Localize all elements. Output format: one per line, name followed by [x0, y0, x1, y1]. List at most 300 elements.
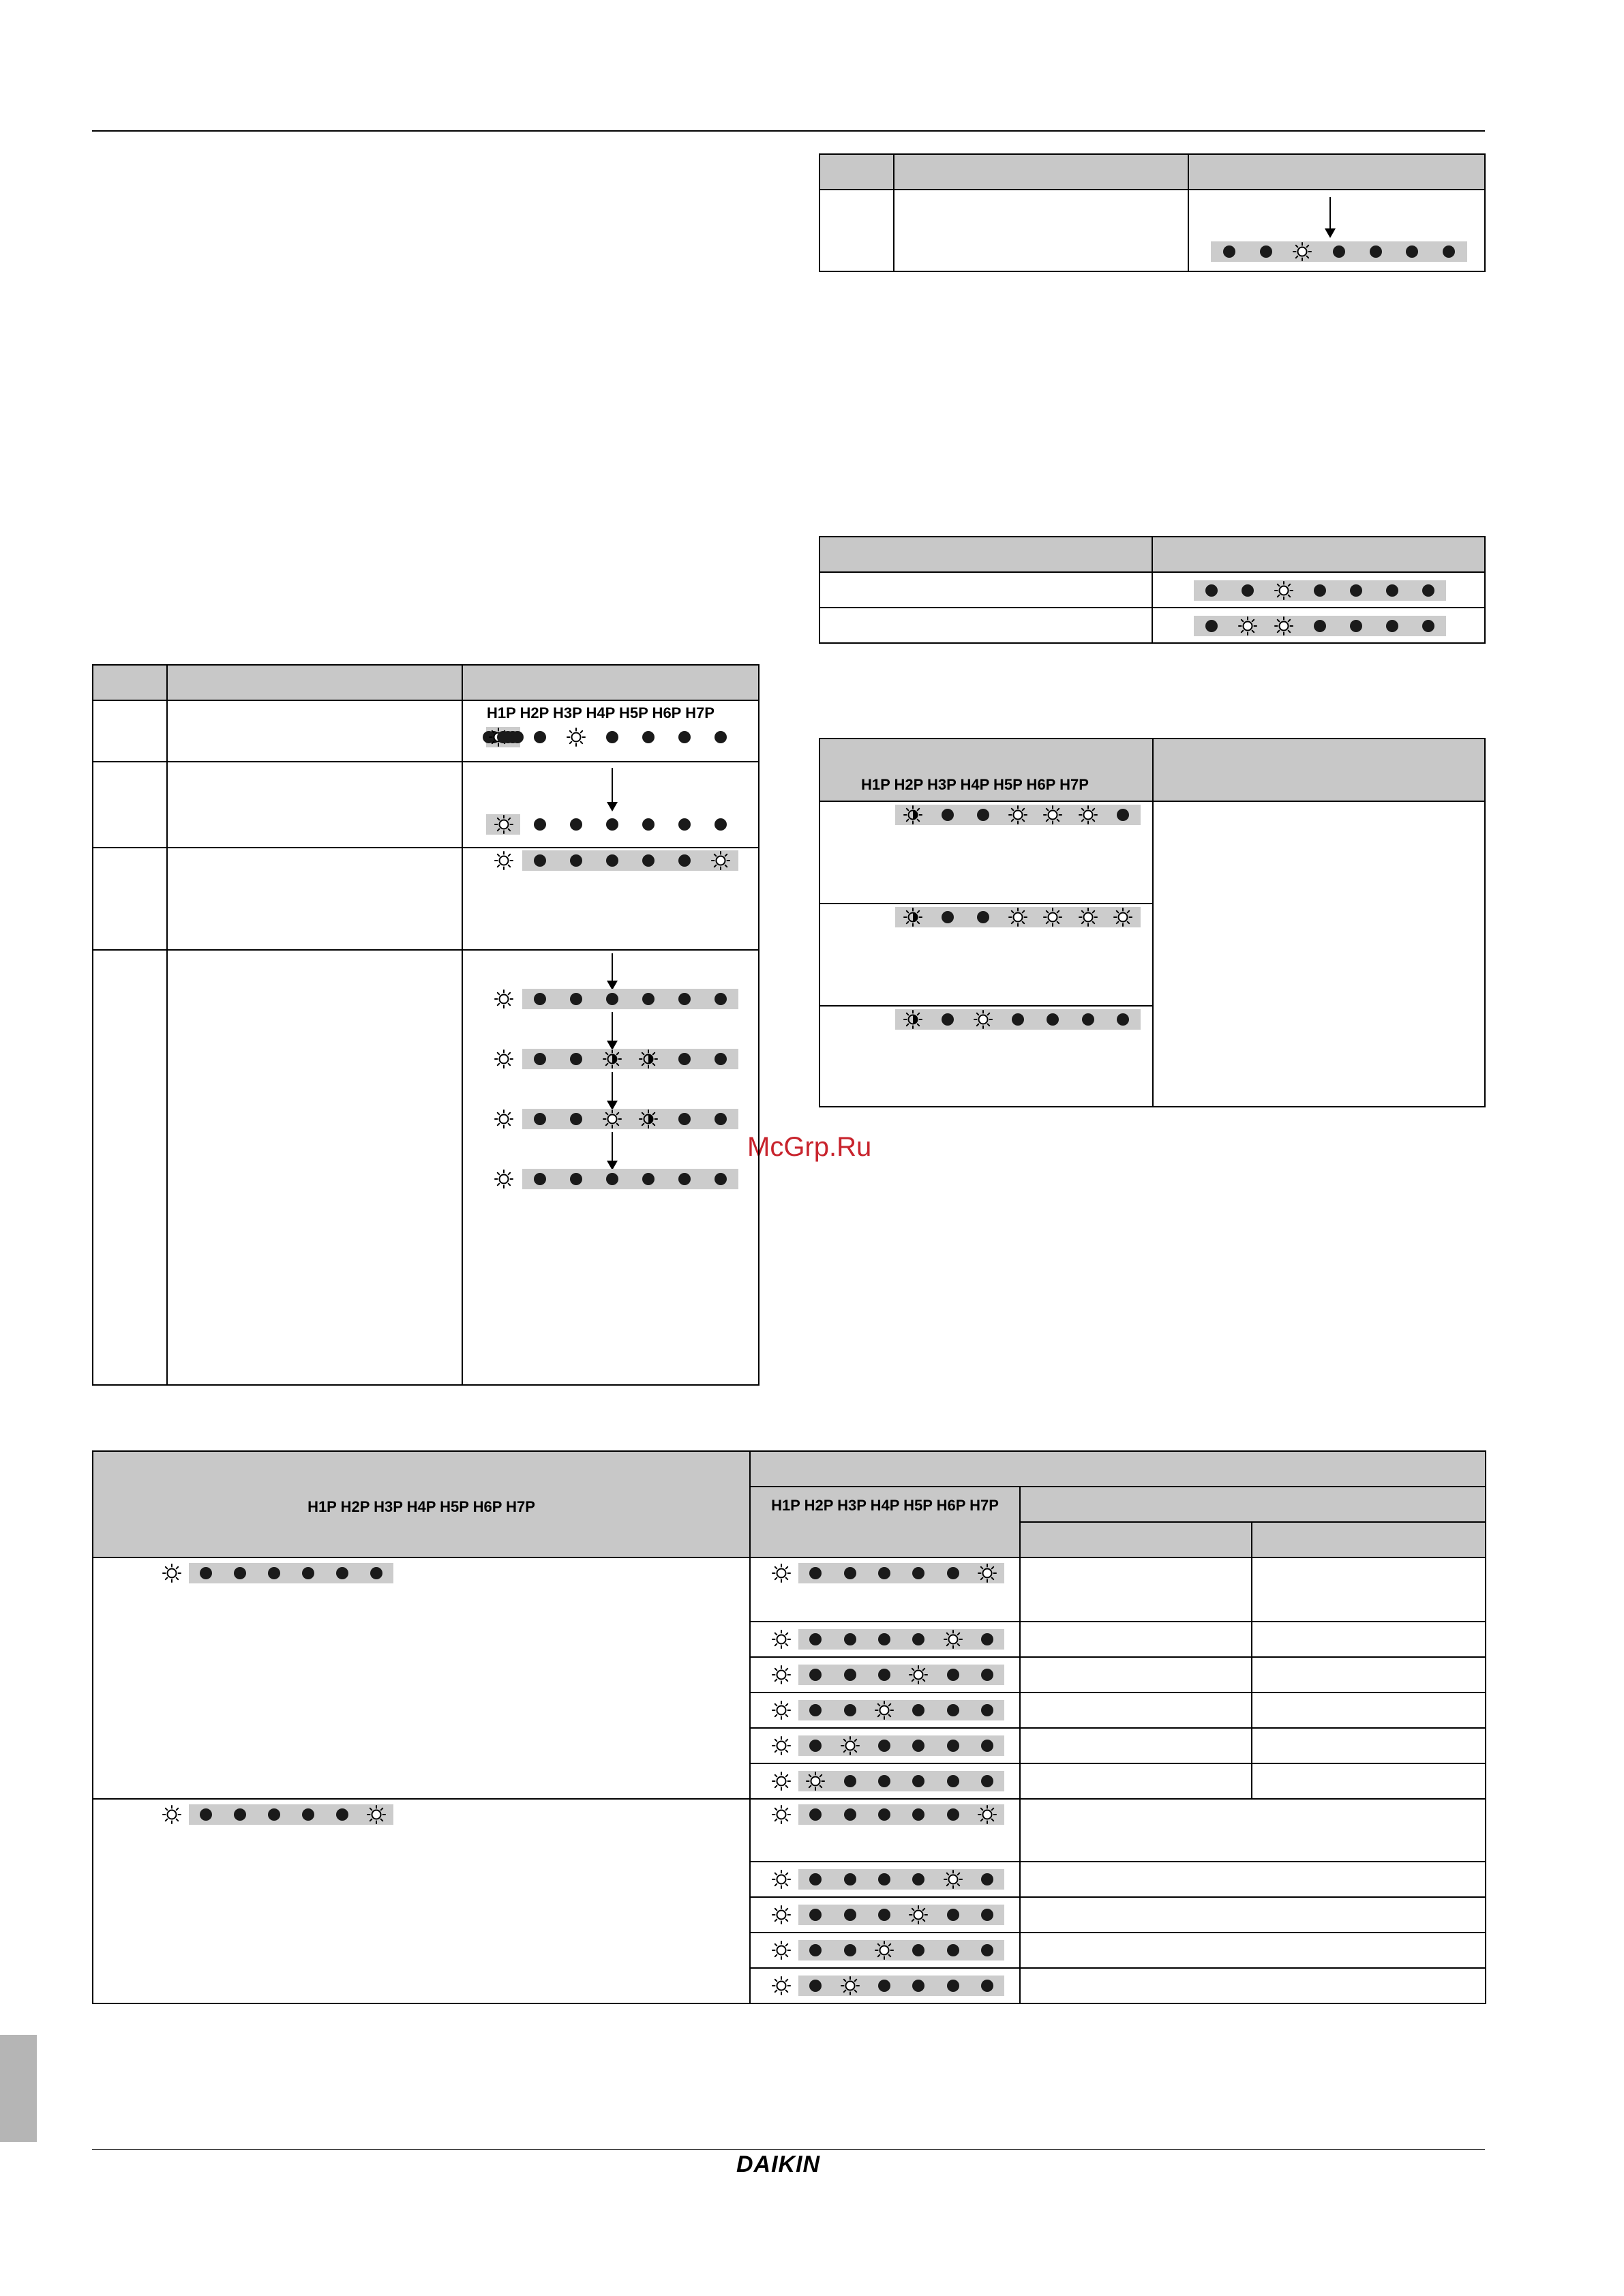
led-off-icon — [844, 1944, 856, 1956]
led-off-icon — [534, 1113, 546, 1125]
led-row — [486, 850, 738, 871]
led-off-icon — [1350, 620, 1362, 632]
led-off-icon — [809, 1873, 822, 1885]
led-off-icon — [1260, 245, 1272, 258]
led-on-icon — [494, 989, 514, 1009]
led-off-icon — [981, 1909, 993, 1921]
led-strip — [798, 1665, 1004, 1685]
table-header-cell — [750, 1487, 1020, 1557]
table-header-cell — [1020, 1487, 1486, 1522]
table-cell — [819, 608, 1152, 643]
table-cell — [1252, 1657, 1486, 1693]
led-off-icon — [844, 1808, 856, 1821]
table-cell — [1020, 1557, 1252, 1622]
led-off-icon — [1370, 245, 1382, 258]
led-off-icon — [912, 1873, 924, 1885]
led-strip — [798, 1629, 1004, 1650]
table-header-cell — [1252, 1522, 1486, 1557]
led-off-icon — [878, 1873, 890, 1885]
table-cell — [819, 190, 894, 271]
led-on-icon — [943, 1629, 963, 1650]
led-on-icon — [973, 1009, 993, 1030]
led-off-icon — [1443, 245, 1455, 258]
led-strip — [798, 1804, 1004, 1825]
led-on-icon — [771, 1940, 792, 1960]
led-row — [764, 1629, 1004, 1650]
led-off-icon — [809, 1704, 822, 1716]
led-off-icon — [1386, 584, 1398, 597]
led-off-icon — [1406, 245, 1418, 258]
led-off-icon — [1422, 620, 1434, 632]
led-strip — [798, 1940, 1004, 1960]
led-off-icon — [1350, 584, 1362, 597]
led-on-icon — [874, 1940, 894, 1960]
table-mid-right — [819, 536, 1486, 644]
led-on-icon — [1008, 907, 1028, 927]
led-off-icon — [336, 1808, 348, 1821]
led-strip — [895, 805, 1141, 825]
led-on-icon — [1008, 805, 1028, 825]
led-off-icon — [302, 1567, 314, 1579]
table-cell — [750, 1693, 1020, 1728]
top-rule — [92, 130, 1485, 132]
led-off-icon — [534, 854, 546, 867]
led-strip — [798, 1976, 1004, 1996]
led-off-icon — [534, 1053, 546, 1065]
led-off-icon — [981, 1944, 993, 1956]
arrow-down-icon — [612, 1072, 613, 1109]
led-off-icon — [912, 1775, 924, 1787]
arrow-down-icon — [1329, 197, 1331, 237]
table-cell — [750, 1933, 1020, 1968]
led-off-icon — [942, 911, 954, 923]
led-off-icon — [912, 1704, 924, 1716]
table-cell — [93, 1557, 750, 1799]
led-off-icon — [809, 1633, 822, 1645]
led-off-icon — [570, 818, 582, 831]
led-on-icon — [566, 727, 586, 747]
table-header-cell — [819, 739, 1153, 801]
led-off-icon — [912, 1633, 924, 1645]
footer-rule — [92, 2149, 1485, 2150]
led-off-icon — [570, 854, 582, 867]
led-off-icon — [878, 1775, 890, 1787]
table-cell — [819, 904, 1153, 1006]
table-cell — [819, 572, 1152, 608]
led-on-icon — [494, 814, 514, 835]
table-header-cell — [819, 537, 1152, 572]
led-strip — [1194, 580, 1446, 601]
led-off-icon — [200, 1808, 212, 1821]
led-strip — [798, 1700, 1004, 1720]
led-off-icon — [981, 1740, 993, 1752]
table-cell — [750, 1799, 1020, 1862]
table-cell — [750, 1968, 1020, 2003]
led-on-icon — [943, 1869, 963, 1890]
led-strip — [798, 1771, 1004, 1791]
table-cell — [1188, 190, 1485, 271]
led-off-icon — [715, 1053, 727, 1065]
led-off-icon — [715, 1113, 727, 1125]
led-row — [486, 1109, 738, 1129]
led-blink-icon — [903, 1009, 923, 1030]
led-on-icon — [771, 1700, 792, 1720]
table-cell — [1020, 1728, 1252, 1763]
led-off-icon — [809, 1808, 822, 1821]
table-cell — [1020, 1933, 1486, 1968]
table-cell — [819, 1006, 1153, 1107]
led-on-icon — [771, 1665, 792, 1685]
led-off-icon — [1082, 1013, 1094, 1026]
table-cell — [167, 848, 462, 950]
led-off-icon — [809, 1567, 822, 1579]
led-off-icon — [912, 1980, 924, 1992]
table-cell — [750, 1657, 1020, 1693]
led-off-icon — [947, 1704, 959, 1716]
led-off-icon — [878, 1633, 890, 1645]
led-strip — [522, 1049, 738, 1069]
led-row — [486, 727, 738, 747]
led-off-icon — [947, 1909, 959, 1921]
table-cell — [750, 1862, 1020, 1897]
brand-logo: DAIKIN — [736, 2151, 821, 2177]
table-left-procedure — [92, 664, 760, 1386]
table-cell — [93, 700, 167, 762]
led-off-icon — [606, 993, 618, 1005]
table-cell — [1152, 608, 1485, 643]
led-off-icon — [642, 731, 655, 743]
table-cell — [93, 950, 167, 1385]
table-header-cell — [167, 665, 462, 700]
led-off-icon — [570, 993, 582, 1005]
led-off-icon — [302, 1808, 314, 1821]
led-off-icon — [268, 1567, 280, 1579]
table-cell — [1020, 1763, 1252, 1799]
table-cell — [1252, 1728, 1486, 1763]
led-off-icon — [977, 911, 989, 923]
led-on-icon — [908, 1665, 929, 1685]
led-off-icon — [715, 1173, 727, 1185]
led-off-icon — [268, 1808, 280, 1821]
led-off-icon — [809, 1909, 822, 1921]
led-off-icon — [678, 1113, 691, 1125]
led-off-icon — [981, 1980, 993, 1992]
table-cell — [462, 700, 759, 762]
led-on-icon — [1078, 907, 1098, 927]
led-row — [764, 1905, 1004, 1925]
led-off-icon — [878, 1808, 890, 1821]
led-blink-icon — [602, 1049, 622, 1069]
table-cell — [1020, 1968, 1486, 2003]
led-row — [764, 1940, 1004, 1960]
led-on-icon — [494, 1169, 514, 1189]
led-strip — [798, 1869, 1004, 1890]
table-header-cell — [819, 154, 894, 190]
led-on-icon — [771, 1629, 792, 1650]
led-off-icon — [912, 1944, 924, 1956]
led-off-icon — [234, 1808, 246, 1821]
led-on-icon — [1113, 907, 1133, 927]
table-cell — [167, 950, 462, 1385]
led-off-icon — [981, 1669, 993, 1681]
led-row — [764, 1804, 1004, 1825]
led-strip — [1211, 241, 1467, 262]
led-strip — [189, 1563, 393, 1583]
table-cell — [462, 848, 759, 950]
table-cell — [1252, 1763, 1486, 1799]
led-row — [486, 1169, 738, 1189]
led-on-icon — [162, 1563, 182, 1583]
table-cell — [1252, 1622, 1486, 1657]
led-off-icon — [606, 854, 618, 867]
led-blink-icon — [638, 1049, 659, 1069]
led-off-icon — [912, 1567, 924, 1579]
led-off-icon — [981, 1873, 993, 1885]
led-row — [486, 1049, 738, 1069]
led-off-icon — [809, 1740, 822, 1752]
led-on-icon — [874, 1700, 894, 1720]
table-modes — [819, 738, 1486, 1107]
led-strip — [895, 907, 1141, 927]
led-off-icon — [534, 1173, 546, 1185]
table-cell — [1252, 1557, 1486, 1622]
led-off-icon — [642, 818, 655, 831]
led-header-label: H1P H2P H3P H4P H5P H6P H7P — [861, 776, 1089, 793]
led-row — [764, 1700, 1004, 1720]
led-on-icon — [771, 1976, 792, 1996]
led-off-icon — [678, 818, 691, 831]
led-on-icon — [771, 1869, 792, 1890]
led-off-icon — [844, 1633, 856, 1645]
table-header-cell — [894, 154, 1188, 190]
led-off-icon — [912, 1808, 924, 1821]
led-on-icon — [771, 1771, 792, 1791]
led-off-icon — [844, 1669, 856, 1681]
led-on-icon — [1274, 616, 1294, 636]
led-on-icon — [977, 1563, 997, 1583]
led-off-icon — [947, 1740, 959, 1752]
led-off-icon — [947, 1669, 959, 1681]
led-off-icon — [1205, 584, 1218, 597]
led-off-icon — [947, 1980, 959, 1992]
table-cell — [750, 1622, 1020, 1657]
led-off-icon — [878, 1567, 890, 1579]
led-off-icon — [534, 818, 546, 831]
led-off-icon — [912, 1740, 924, 1752]
led-off-icon — [981, 1704, 993, 1716]
led-off-icon — [1205, 620, 1218, 632]
led-off-icon — [715, 731, 727, 743]
table-cell — [1020, 1693, 1252, 1728]
led-off-icon — [715, 818, 727, 831]
table-cell — [1020, 1799, 1486, 1862]
led-off-icon — [1242, 584, 1254, 597]
led-off-icon — [534, 993, 546, 1005]
led-off-icon — [498, 731, 510, 743]
table-cell — [462, 950, 759, 1385]
led-on-icon — [805, 1771, 826, 1791]
led-off-icon — [947, 1808, 959, 1821]
side-tab — [0, 2035, 37, 2142]
table-cell — [1020, 1862, 1486, 1897]
led-off-icon — [234, 1567, 246, 1579]
led-off-icon — [1422, 584, 1434, 597]
arrow-down-icon — [612, 1132, 613, 1169]
led-row — [764, 1735, 1004, 1756]
led-off-icon — [534, 731, 546, 743]
led-off-icon — [1314, 620, 1326, 632]
led-on-icon — [840, 1735, 860, 1756]
led-strip — [522, 1169, 738, 1189]
led-off-icon — [570, 1053, 582, 1065]
led-off-icon — [844, 1704, 856, 1716]
table-cell — [93, 762, 167, 848]
led-blink-icon — [638, 1109, 659, 1129]
led-on-icon — [366, 1804, 387, 1825]
led-blink-icon — [903, 805, 923, 825]
led-off-icon — [1333, 245, 1345, 258]
led-off-icon — [977, 809, 989, 821]
table-cell — [1153, 801, 1485, 1107]
led-on-icon — [977, 1804, 997, 1825]
led-off-icon — [878, 1909, 890, 1921]
led-off-icon — [947, 1567, 959, 1579]
led-row — [764, 1771, 1004, 1791]
table-header-cell — [93, 1451, 750, 1557]
led-off-icon — [947, 1944, 959, 1956]
led-off-icon — [1012, 1013, 1024, 1026]
led-off-icon — [1117, 1013, 1129, 1026]
table-cell — [750, 1728, 1020, 1763]
table-cell — [167, 762, 462, 848]
led-row — [764, 1976, 1004, 1996]
led-on-icon — [1274, 580, 1294, 601]
led-header-label: H1P H2P H3P H4P H5P H6P H7P — [771, 1497, 999, 1514]
table-cell — [750, 1763, 1020, 1799]
led-header-label: H1P H2P H3P H4P H5P H6P H7P — [487, 704, 715, 721]
led-strip — [522, 850, 738, 871]
led-off-icon — [570, 1113, 582, 1125]
led-off-icon — [642, 993, 655, 1005]
led-off-icon — [678, 1053, 691, 1065]
led-off-icon — [809, 1944, 822, 1956]
led-on-icon — [771, 1905, 792, 1925]
led-row — [764, 1563, 1004, 1583]
led-off-icon — [844, 1873, 856, 1885]
led-off-icon — [1386, 620, 1398, 632]
table-cell — [167, 700, 462, 762]
table-header-cell — [1153, 739, 1485, 801]
table-header-cell — [462, 665, 759, 700]
table-cell — [1152, 572, 1485, 608]
table-cell — [93, 848, 167, 950]
table-cell — [819, 801, 1153, 904]
table-cell — [894, 190, 1188, 271]
led-off-icon — [878, 1980, 890, 1992]
led-off-icon — [947, 1775, 959, 1787]
led-off-icon — [570, 1173, 582, 1185]
table-header-cell — [750, 1451, 1486, 1487]
led-off-icon — [678, 854, 691, 867]
led-off-icon — [715, 993, 727, 1005]
arrow-down-icon — [612, 953, 613, 989]
led-off-icon — [1223, 245, 1235, 258]
led-on-icon — [840, 1976, 860, 1996]
led-header-label: H1P H2P H3P H4P H5P H6P H7P — [307, 1498, 535, 1515]
led-on-icon — [908, 1905, 929, 1925]
table-cell — [1020, 1897, 1486, 1933]
led-off-icon — [642, 854, 655, 867]
led-off-icon — [878, 1740, 890, 1752]
table-cell — [462, 762, 759, 848]
led-off-icon — [200, 1567, 212, 1579]
led-off-icon — [678, 1173, 691, 1185]
led-on-icon — [771, 1804, 792, 1825]
led-off-icon — [1314, 584, 1326, 597]
led-row — [486, 989, 738, 1009]
table-cell — [750, 1897, 1020, 1933]
led-off-icon — [844, 1775, 856, 1787]
led-row — [155, 1563, 393, 1583]
led-strip — [798, 1905, 1004, 1925]
led-off-icon — [942, 809, 954, 821]
led-row — [155, 1804, 393, 1825]
led-off-icon — [678, 731, 691, 743]
led-strip — [798, 1735, 1004, 1756]
led-on-icon — [602, 1109, 622, 1129]
led-on-icon — [771, 1563, 792, 1583]
led-row — [486, 814, 738, 835]
led-off-icon — [606, 818, 618, 831]
led-off-icon — [809, 1669, 822, 1681]
table-header-cell — [1020, 1522, 1252, 1557]
led-row — [764, 1869, 1004, 1890]
arrow-down-icon — [612, 768, 613, 810]
led-off-icon — [878, 1669, 890, 1681]
led-on-icon — [494, 1109, 514, 1129]
led-on-icon — [1237, 616, 1258, 636]
led-on-icon — [1292, 241, 1312, 262]
led-off-icon — [678, 993, 691, 1005]
arrow-down-icon — [612, 1012, 613, 1049]
led-strip — [522, 989, 738, 1009]
led-off-icon — [642, 1173, 655, 1185]
led-on-icon — [162, 1804, 182, 1825]
table-cell — [93, 1799, 750, 2003]
led-off-icon — [942, 1013, 954, 1026]
led-on-icon — [710, 850, 731, 871]
led-strip — [798, 1563, 1004, 1583]
led-strip — [1194, 616, 1446, 636]
table-header-cell — [93, 665, 167, 700]
led-on-icon — [494, 850, 514, 871]
led-off-icon — [1117, 809, 1129, 821]
led-strip — [522, 1109, 738, 1129]
table-cell — [1020, 1622, 1252, 1657]
led-on-icon — [771, 1735, 792, 1756]
led-on-icon — [1042, 805, 1063, 825]
led-off-icon — [809, 1980, 822, 1992]
led-blink-icon — [903, 907, 923, 927]
table-cell — [750, 1557, 1020, 1622]
table-header-cell — [1188, 154, 1485, 190]
led-off-icon — [844, 1567, 856, 1579]
led-off-icon — [844, 1909, 856, 1921]
table-top-right — [819, 153, 1486, 272]
led-row — [764, 1665, 1004, 1685]
table-bottom — [92, 1450, 1486, 2004]
led-on-icon — [1042, 907, 1063, 927]
